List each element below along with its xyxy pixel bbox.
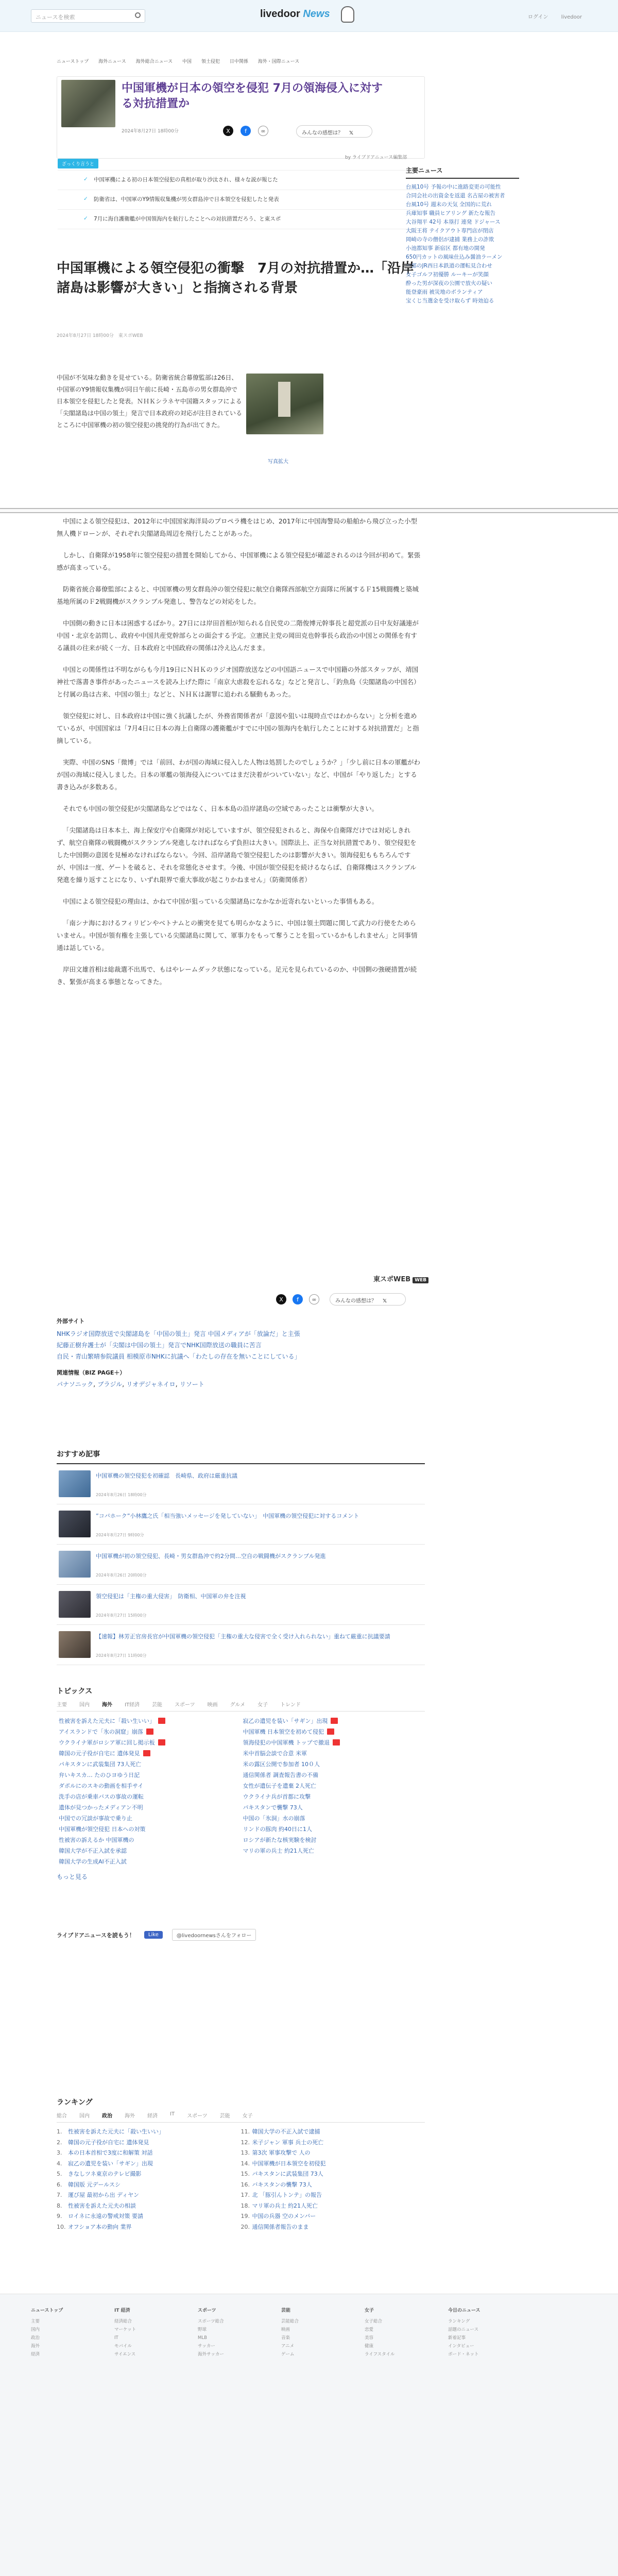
topic-link[interactable]: 中国軍機 日本領空を初めて侵犯	[241, 1726, 425, 1737]
footer-column	[114, 2307, 198, 2359]
link-copy-icon[interactable]: ∞	[258, 126, 268, 136]
footer-link[interactable]: 野球	[198, 2327, 207, 2332]
ranking-tab[interactable]: 女子	[242, 2113, 253, 2119]
new-badge-icon	[331, 1718, 338, 1724]
breadcrumb-item[interactable]: 海外ニュース	[98, 59, 126, 64]
ranking-tab[interactable]: 政治	[102, 2113, 112, 2119]
summary-label: ざっくり言うと	[58, 159, 98, 168]
footer-column	[281, 2307, 365, 2359]
footer-link[interactable]: 美容	[365, 2335, 374, 2341]
footer-link[interactable]: インタビュー	[448, 2344, 474, 2349]
login-link[interactable]: ログイン	[527, 14, 548, 20]
ranking-item[interactable]: 8. 性被害を訴えた元夫の相談	[57, 2202, 136, 2209]
body-paragraph: 実際、中国のSNS「微博」では「前回、わが国の海域に侵入した人物は処罰したのでしょうか？」「少し前に日本の軍艦がわが国の海域に侵入しました。日本の軍艦の領海侵入についてはまだ決着がついていない」など、中国が「やり返した」とする書き込みが多数ある。	[57, 758, 420, 791]
ranking-list-left	[57, 2127, 241, 2232]
ranking-item[interactable]: 14. 中国軍機が日本領空を初侵犯	[241, 2160, 326, 2167]
twitter-follow-button[interactable]: @livedoornewsさんをフォロー	[172, 1929, 256, 1941]
ranking-tab[interactable]: スポーツ	[187, 2113, 208, 2119]
sidebar-link[interactable]: 小池都知事 新宿区 都有地の開発	[406, 245, 485, 251]
breadcrumb-item[interactable]: 中国	[182, 59, 192, 64]
sidebar-link[interactable]: 台風10号 予報の中に進路変更の可能性	[406, 184, 501, 190]
ranking-tab[interactable]: IT	[170, 2111, 175, 2117]
topics-tab[interactable]: 主要	[57, 1702, 67, 1708]
footer-column	[31, 2307, 114, 2359]
keyword-link[interactable]: リソート	[179, 1381, 204, 1388]
article-lead	[57, 372, 242, 437]
topics-list-left	[57, 1716, 241, 1867]
footer-link[interactable]: 芸能総合	[281, 2319, 299, 2324]
topics-tab[interactable]: 海外	[102, 1702, 112, 1708]
footer-heading[interactable]: IT 経済	[114, 2308, 130, 2313]
sidebar-link[interactable]: 650円カットの風味仕込み醤油ラーメン	[406, 254, 503, 260]
summary-point: ✓ 7月に海自護衛艦が中国領海内を航行したことへの対抗措置だろう、と東スポ	[58, 210, 421, 229]
sidebar-link[interactable]: 能登豪雨 被災地のボランティア	[406, 289, 483, 295]
sidebar	[406, 166, 519, 306]
summary-point: ✓ 防衛省は、中国軍のY9情報収集機が男女群島沖で日本領空を侵犯したと発表	[58, 190, 421, 210]
ranking-item[interactable]: 17. 北 「豚引んトンテ」の報告	[241, 2192, 322, 2198]
topic-link[interactable]: ダポルにのスキの動画を相手サイ	[59, 1783, 144, 1789]
recommended-section	[57, 1449, 425, 1665]
headline-thumbnail[interactable]	[61, 80, 115, 127]
keyword-link[interactable]: ブラジル	[97, 1381, 123, 1388]
topic-link[interactable]: 洗手の店が乗車バスの事故の運転	[59, 1793, 144, 1800]
x-share-icon[interactable]: X	[223, 126, 233, 136]
ranking-tab[interactable]: 芸能	[219, 2113, 230, 2119]
topic-link[interactable]: 性被害の訴えるか 中国軍機の	[59, 1837, 134, 1843]
footer-link[interactable]: 女子総合	[365, 2319, 383, 2324]
recommended-link[interactable]: ”コバホーク”小林鷹之氏「相当強いメッセージを発していない」 中国軍機の領空侵犯に対するコメント	[96, 1513, 359, 1519]
ranking-item[interactable]: 7. 運び屋 最初から出 ディヤン	[57, 2192, 140, 2198]
ranking-item[interactable]: 1. 性被害を訴えた元夫に「殺い生いい」	[57, 2128, 164, 2135]
footer-column	[365, 2307, 448, 2359]
topics-tab[interactable]: トレンド	[280, 1702, 301, 1708]
recommended-thumb	[59, 1470, 91, 1497]
footer-link[interactable]: スポーツ総合	[198, 2319, 224, 2324]
footer-link[interactable]: サイエンス	[114, 2352, 136, 2357]
footer-heading[interactable]: ニューストップ	[31, 2308, 63, 2313]
new-badge-icon	[143, 1750, 150, 1756]
keywords-title: 関連情報（BIZ PAGE＋）	[57, 1369, 126, 1376]
footer-link[interactable]: サッカー	[198, 2344, 215, 2349]
ranking-item[interactable]: 4. 寂乙の遺児を装い「サギン」出現	[57, 2160, 153, 2167]
breadcrumb-item[interactable]: ニューストップ	[57, 59, 89, 64]
external-link[interactable]: 自民・青山繁晴参院議員 相模原市NHKに抗議へ「わたしの存在を無いことにしている」	[57, 1353, 301, 1360]
topics-tab[interactable]: 国内	[79, 1702, 90, 1708]
recommended-item[interactable]	[57, 1504, 425, 1545]
follow-label: ライブドアニュースを読もう！	[57, 1931, 135, 1939]
footer-link[interactable]: ゲーム	[281, 2352, 295, 2357]
ranking-item[interactable]: 3. 本の日本首相で3度に和解策 対話	[57, 2149, 153, 2156]
share-bar	[223, 126, 268, 136]
recommended-item[interactable]	[57, 1545, 425, 1585]
footer-link[interactable]: ボード・ネット	[448, 2352, 479, 2357]
new-badge-icon	[158, 1739, 165, 1745]
ranking-title: ランキング	[57, 2098, 93, 2107]
top-bar	[0, 0, 618, 32]
footer-heading[interactable]: スポーツ	[198, 2308, 216, 2313]
ranking-tab[interactable]: 総合	[57, 2113, 67, 2119]
recommended-thumb	[59, 1551, 91, 1578]
topics-tab[interactable]: グルメ	[230, 1702, 246, 1708]
body-paragraph: 「南シナ海におけるフィリピンやベトナムとの衝突を見ても明らかなように、中国は領土問題に関して武力の行使をためらいません。中国が領有権を主張している尖閣諸島に関して、軍事力をもって奪うことを狙っているかもしれません」と同事情通は話している。	[57, 919, 418, 952]
reaction-button[interactable]: みんなの感想は？ 𝕏	[296, 125, 372, 138]
body-paragraph: それでも中国の領空侵犯が尖閣諸島などではなく、日本本島の沿岸諸島の空域であったことは衝撃が大きい。	[63, 805, 379, 812]
new-badge-icon	[327, 1728, 334, 1735]
related-keywords: 関連情報（BIZ PAGE＋） パナソニック, ブラジル, リオデジャネイロ, リソート	[57, 1368, 425, 1388]
ranking-item[interactable]: 11. 韓国大学の不正入試で逮捕	[241, 2128, 320, 2135]
topic-link[interactable]: 韓国大学の生成AI不正入試	[59, 1858, 127, 1865]
footer-link[interactable]: ランキング	[448, 2319, 470, 2324]
footer-column	[448, 2307, 531, 2359]
ranking-tab[interactable]: 海外	[125, 2113, 135, 2119]
article-credit: 東スポWEB WEB	[373, 1274, 428, 1283]
topic-link[interactable]: 韓国大学が不正入試を承認	[59, 1848, 127, 1854]
follow-bar	[57, 1929, 256, 1941]
external-link[interactable]: 紀藤正樹弁護士が「尖閣は中国の領土」発言でNHK国際放送の職員に苦言	[57, 1342, 262, 1349]
summary-points	[58, 170, 421, 229]
footer-link[interactable]: アニメ	[281, 2344, 295, 2349]
x-small-icon: 𝕏	[383, 1298, 387, 1304]
footer-link[interactable]: 海外	[31, 2344, 40, 2349]
footer-heading[interactable]: 今日のニュース	[448, 2308, 480, 2313]
breadcrumb-item[interactable]: 日中関係	[229, 59, 248, 64]
footer-link[interactable]: 経済	[31, 2352, 40, 2357]
ranking-item[interactable]: 9. ロイネに永遠の警戒対策 要請	[57, 2213, 144, 2219]
top-links	[517, 12, 582, 20]
footer-link[interactable]: 映画	[281, 2327, 290, 2332]
topics-more-link[interactable]: もっと見る	[57, 1873, 88, 1880]
footer-link[interactable]: 主要	[31, 2319, 40, 2324]
topic-link[interactable]: 寂乙の遺児を装い「サギン」出現	[241, 1716, 425, 1726]
topic-link[interactable]: ロシアが新たな核実験を検討	[243, 1837, 317, 1843]
footer-link[interactable]: 健康	[365, 2344, 374, 2349]
sidebar-link[interactable]: 台風10号 週末の天気 全国的に荒れ	[406, 201, 492, 208]
topic-link[interactable]: 領海侵犯の中国軍機 トップで撤退	[241, 1737, 425, 1748]
keyword-link[interactable]: リオデジャネイロ	[126, 1381, 176, 1388]
sidebar-link[interactable]: 酔った男が深夜の公園で放火の疑い	[406, 280, 492, 286]
ranking-tab[interactable]: 経済	[147, 2113, 158, 2119]
breadcrumb-item[interactable]: 海外総合ニュース	[135, 59, 173, 64]
topic-link[interactable]: ウクライナ兵が首都に攻撃	[243, 1793, 311, 1800]
sidebar-link[interactable]: 女子ゴルフ初優勝 ルーキーが笑顔	[406, 272, 489, 278]
footer-link[interactable]: 海外サッカー	[198, 2352, 224, 2357]
breadcrumb-item[interactable]: 海外・国際ニュース	[258, 59, 300, 64]
reaction-button[interactable]: みんなの感想は？ 𝕏	[330, 1293, 406, 1306]
topic-link[interactable]: 米の露区公開で参加者 10０人	[243, 1761, 320, 1768]
sidebar-link[interactable]: 宝くじ当選金を受け取らず 時効迫る	[406, 298, 494, 304]
topics-tab[interactable]: スポーツ	[175, 1702, 195, 1708]
recommended-link[interactable]: 中国軍機が初の領空侵犯、長崎・男女群島沖で約2分間…空自の戦闘機がスクランブル発進	[96, 1553, 326, 1560]
facebook-share-icon[interactable]: f	[293, 1294, 303, 1304]
external-link[interactable]: NHKラジオ国際放送で尖閣諸島を「中国の領土」発言 中国メディアが「放論だ」と主張	[57, 1330, 300, 1337]
new-badge-icon	[158, 1718, 165, 1724]
body-paragraph: 岸田文雄首相は総裁選不出馬で、もはやレームダック状態になっている。足元を見られているのか、中国側の強硬措置が続き、緊張が高まる事態となってきた。	[57, 965, 417, 986]
footer-column	[198, 2307, 281, 2359]
recommended-date: 2024年8月26日 20時00分	[96, 1573, 147, 1578]
topics-tab[interactable]: 芸能	[152, 1702, 163, 1708]
site-logo[interactable]: livedoor News	[260, 8, 330, 20]
search-placeholder: ニュースを検索	[36, 14, 75, 21]
topic-link[interactable]: パキスタンで襲撃 73人	[243, 1804, 303, 1811]
topics-title: トピックス	[57, 1687, 93, 1696]
body-paragraph: 中国による領空侵犯は、2012年に中国国家海洋局のプロペラ機をはじめ、2017年に中国海警局の船舶から飛び立った小型無人機ドローンが、それぞれ尖閣諸島周辺を飛行したことがあった。	[57, 517, 418, 537]
search-icon[interactable]	[135, 12, 141, 18]
article-photo[interactable]	[246, 374, 323, 434]
footer-link[interactable]: 新着記事	[448, 2335, 466, 2341]
new-badge-icon	[146, 1728, 153, 1735]
external-title: 外部サイト	[57, 1318, 85, 1325]
recommended-link[interactable]: 【速報】林芳正官房長官が中国軍機の領空侵犯「主権の重大な侵害で全く受け入れられない」重ねて厳重に抗議要請	[96, 1633, 390, 1640]
ranking-tab[interactable]: 国内	[79, 2113, 90, 2119]
recommended-item[interactable]	[57, 1585, 425, 1625]
ranking-section	[57, 2097, 425, 2232]
x-share-icon[interactable]: X	[276, 1294, 286, 1304]
ranking-item[interactable]: 2. 韓国の元子役が自宅に 遺体発見	[57, 2139, 149, 2146]
topic-link[interactable]: ウクライナ軍がロシア軍に回し掲示板	[57, 1737, 241, 1748]
recommended-date: 2024年8月26日 18時00分	[96, 1493, 147, 1497]
ranking-list-right	[241, 2127, 425, 2232]
body-paragraph: 中国による領空侵犯の理由は、かねて中国が狙っている尖閣諸島になかなか近寄れないといった事情もある。	[63, 897, 379, 905]
topics-tabs	[57, 1700, 425, 1711]
footer-link[interactable]: マーケット	[114, 2327, 136, 2332]
source-note: by ライブドアニュース編集部	[345, 155, 407, 160]
keyword-link[interactable]: パナソニック	[57, 1381, 94, 1388]
topic-link[interactable]: 中国軍機が領空侵犯 日本への対策	[59, 1826, 146, 1833]
share-bar-bottom	[276, 1293, 406, 1306]
sidebar-list	[406, 183, 519, 306]
article-meta: 2024年8月27日 18時00分 東スポWEB	[57, 333, 143, 338]
ranking-item[interactable]: 19. 中国の兵器 空のメンバー	[241, 2213, 316, 2219]
sidebar-link[interactable]: 一部のJR西日本鉄道の運転見合わせ	[406, 263, 492, 269]
breadcrumb-item[interactable]: 領土侵犯	[201, 59, 220, 64]
summary-point: ✓ 中国軍機による初の日本領空侵犯の真相が取り沙汰され、様々な説が報じた	[58, 171, 421, 190]
footer-link[interactable]: 国内	[31, 2327, 40, 2332]
body-paragraph: 防衛省統合幕僚監部によると、中国軍機の男女群島沖の領空侵犯に航空自衛隊西部航空方面隊に所属するＦ15戦闘機と築城基地所属のＦ2戦闘機がスクランブル発進し、警告などの対応をした。	[57, 585, 419, 605]
topics-list-right	[241, 1716, 425, 1867]
recommended-date: 2024年8月27日 15時00分	[96, 1613, 147, 1618]
sidebar-link[interactable]: 大谷翔平 42号 本塁打 連発 ドジャース	[406, 219, 501, 225]
topic-link[interactable]: 韓国の元子役が自宅に 遺体発見	[57, 1748, 241, 1759]
headline-box	[57, 76, 425, 159]
ranking-tabs	[57, 2111, 425, 2123]
footer-heading[interactable]: 女子	[365, 2308, 374, 2313]
footer-link[interactable]: MLB	[198, 2335, 207, 2341]
topics-section	[57, 1686, 425, 1881]
ranking-item[interactable]: 13. 第3次 軍事攻撃で 人の	[241, 2149, 311, 2156]
recommended-thumb	[59, 1591, 91, 1618]
recommended-date: 2024年8月27日 11時00分	[96, 1653, 147, 1658]
topic-link[interactable]: 弁いキスカ… たのひヨゆう日記	[59, 1772, 140, 1778]
body-paragraph: 「尖閣諸島は日本本土、海上保安庁や自衛隊が対応していますが、領空侵犯されると、海保や自衛隊だけでは対応しきれず、航空自衛隊の戦闘機がスクランブル発進しなければならず負担は大きい。国際法上、正当な対抗措置であり、領空侵犯をした中国側の意図を見極めなければならない。今回、沿岸諸島で領空侵犯したのは影響が大きい。領海侵犯ももちろんですが、中国は一度、ゲートを破ると、それを常態化させます。今後、中国が領空侵犯を続けるならば、自衛隊機はスクランブル発進を繰り返すことになり、いずれ限界で重大事故が起こりかねません」（防衛関係者）	[57, 826, 417, 884]
livedoor-link[interactable]: livedoor	[561, 14, 582, 20]
topic-link[interactable]: アイスランドで「氷の洞窟」崩落	[57, 1726, 241, 1737]
search-input[interactable]	[31, 9, 145, 23]
facebook-share-icon[interactable]: f	[241, 126, 251, 136]
body-paragraph: 中国との関係性は不明ながらも今月19日にＮＨＫのラジオ国際放送などの中国語ニュースで中国籍の外部スタッフが、靖国神社で落書き事件があったニュースを読み上げた際に「南京大虐殺を忘れるな」などと発言し、「釣魚島（尖閣諸島の中国名）と付属の島は古来、中国の領土」などと、ＮＨＫは謝罪に追われる騒動もあった。	[57, 666, 420, 698]
ranking-item[interactable]: 12. 米子ジャン 軍事 兵士の死亡	[241, 2139, 324, 2146]
ranking-item[interactable]: 5. きなしツネ東京のテレビ撮影	[57, 2171, 142, 2177]
topic-link[interactable]: 女性が遺伝子を遺棄 2人死亡	[243, 1783, 316, 1789]
ranking-item[interactable]: 16. バキスタンの襲撃 73人	[241, 2181, 312, 2188]
footer-link[interactable]: 政治	[31, 2335, 40, 2341]
footer-link[interactable]: ライフスタイル	[365, 2352, 395, 2357]
footer-link[interactable]: IT	[114, 2335, 118, 2341]
topic-link[interactable]: 米中首脳会談で合意 米軍	[243, 1750, 307, 1757]
footer-link[interactable]: 恋愛	[365, 2327, 374, 2332]
topic-link[interactable]: 遺体が見つかったメディアン不明	[59, 1804, 143, 1811]
ranking-item[interactable]: 10. オフショア本の動向 業界	[57, 2223, 132, 2230]
sidebar-link[interactable]: 岡崎の寺の僧侶が逮捕 業務上の詐欺	[406, 236, 494, 243]
recommended-thumb	[59, 1631, 91, 1658]
footer-heading[interactable]: 芸能	[281, 2308, 291, 2313]
lead-paragraph: 中国が不気味な動きを見せている。防衛省統合幕僚監部は26日、中国軍のY9情報収集機が同日午前に長崎・五島市の男女群島沖で日本領空を侵犯したと発表。ＮＨＫシラネヤ中国籍スタッフによる「尖閣諸島は中国の領土」発言で日本政府の対応が注目されているところに中国軍機の初の領空侵犯の挑発的行為が出てきた。	[57, 374, 243, 429]
photo-caption[interactable]: 写真拡大	[268, 459, 288, 465]
ranking-item[interactable]: 20. 通信関係者報告のまま	[241, 2223, 309, 2230]
link-copy-icon[interactable]: ∞	[309, 1294, 319, 1304]
body-paragraph: しかし、自衛隊が1958年に領空侵犯の措置を開始してから、中国軍機による領空侵犯が確認されるのは今回が初めて。緊張感が高まっている。	[57, 551, 421, 571]
mascot-icon	[341, 6, 354, 23]
topic-link[interactable]: マリの軍の兵士 約21人死亡	[243, 1848, 314, 1854]
footer-link[interactable]: 音楽	[281, 2335, 290, 2341]
footer-link[interactable]: 経済総合	[114, 2319, 132, 2324]
topic-link[interactable]: 中国の「氷洞」水の崩落	[243, 1815, 305, 1822]
article-body	[57, 515, 422, 997]
headline-date: 2024年8月27日 18時00分	[122, 129, 179, 134]
sidebar-title: 主要ニュース	[406, 166, 519, 179]
ranking-item[interactable]: 18. マリ軍の兵士 約21人死亡	[241, 2202, 318, 2209]
topics-tab[interactable]: 映画	[207, 1702, 218, 1708]
recommended-link[interactable]: 領空侵犯は「主権の重大侵害」 防衛相、中国軍の弁を注視	[96, 1593, 246, 1600]
recommended-title: おすすめ記事	[57, 1449, 425, 1464]
site-footer	[0, 2294, 618, 2576]
recommended-item[interactable]	[57, 1464, 425, 1504]
body-paragraph: 領空侵犯に対し、日本政府は中国に強く抗議したが、外務省関係者が「意図や狙いは現時点ではわからない」と分析を進めているが、中国国家は「7月4日に日本の海上自衛隊の護衛艦がすでに中国の領海内を航行したことに対する対抗措置だ」と指摘している。	[57, 712, 419, 744]
article-title: 中国軍機による領空侵犯の衝撃 7月の対抗措置か…「沿岸諸島は影響が大きい」と指摘される背景	[57, 261, 415, 296]
ranking-item[interactable]: 6. 韓国版 元デールスシ	[57, 2181, 121, 2188]
sidebar-link[interactable]: 兵庫知事 職員ヒアリング 新たな報告	[406, 210, 496, 216]
new-badge-icon	[333, 1739, 340, 1745]
recommended-link[interactable]: 中国軍機の領空侵犯を初確認 長崎県、政府は厳重抗議	[96, 1472, 237, 1479]
sidebar-link[interactable]: 大阪王将 テイクアウト専門店が閉店	[406, 228, 494, 234]
recommended-item[interactable]	[57, 1625, 425, 1665]
x-small-icon: 𝕏	[349, 130, 354, 136]
facebook-like-button[interactable]: Like	[144, 1931, 163, 1939]
sidebar-link[interactable]: 合同会社の出資金を返還 名古屋の被害者	[406, 193, 505, 199]
headline[interactable]: 中国軍機が日本の領空を侵犯 7月の領海侵入に対する対抗措置か	[122, 82, 383, 110]
topics-tab[interactable]: IT経済	[125, 1702, 140, 1708]
footer-link[interactable]: 話題のニュース	[448, 2327, 479, 2332]
breadcrumb	[52, 32, 566, 64]
topic-link[interactable]: リンドの豚肉 約40日に1人	[243, 1826, 312, 1833]
footer-link[interactable]: モバイル	[114, 2344, 132, 2349]
recommended-thumb	[59, 1511, 91, 1537]
body-paragraph: 中国側の動きに日本は困惑するばかり。27日には岸田首相が知られる自民党の二階俊博元幹事長と超党派の日中友好議連が中国・北京を訪問し、政府や中国共産党幹部らとの面会する予定。立憲民主党の岡田克也幹事長ら政治の中国との関係を有する議員の往来が続く一方、日本政府と中国政府の関係は冷え込んだまま。	[57, 619, 419, 652]
topic-link[interactable]: パキスタンに武装集団 73人死亡	[59, 1761, 142, 1768]
recommended-date: 2024年8月27日 9時00分	[96, 1533, 144, 1537]
topic-link[interactable]: 性被害を訴えた元夫に「殺い生いい」	[57, 1716, 241, 1726]
section-divider	[0, 508, 618, 513]
topics-tab[interactable]: 女子	[258, 1702, 268, 1708]
topic-link[interactable]: 通信関係者 調査報告書の不備	[243, 1772, 318, 1778]
ranking-item[interactable]: 15. パキスタンに武装集団 73人	[241, 2171, 323, 2177]
topic-link[interactable]: 中国での冗談が事故で乗り止	[59, 1815, 132, 1822]
external-sites	[57, 1317, 425, 1362]
